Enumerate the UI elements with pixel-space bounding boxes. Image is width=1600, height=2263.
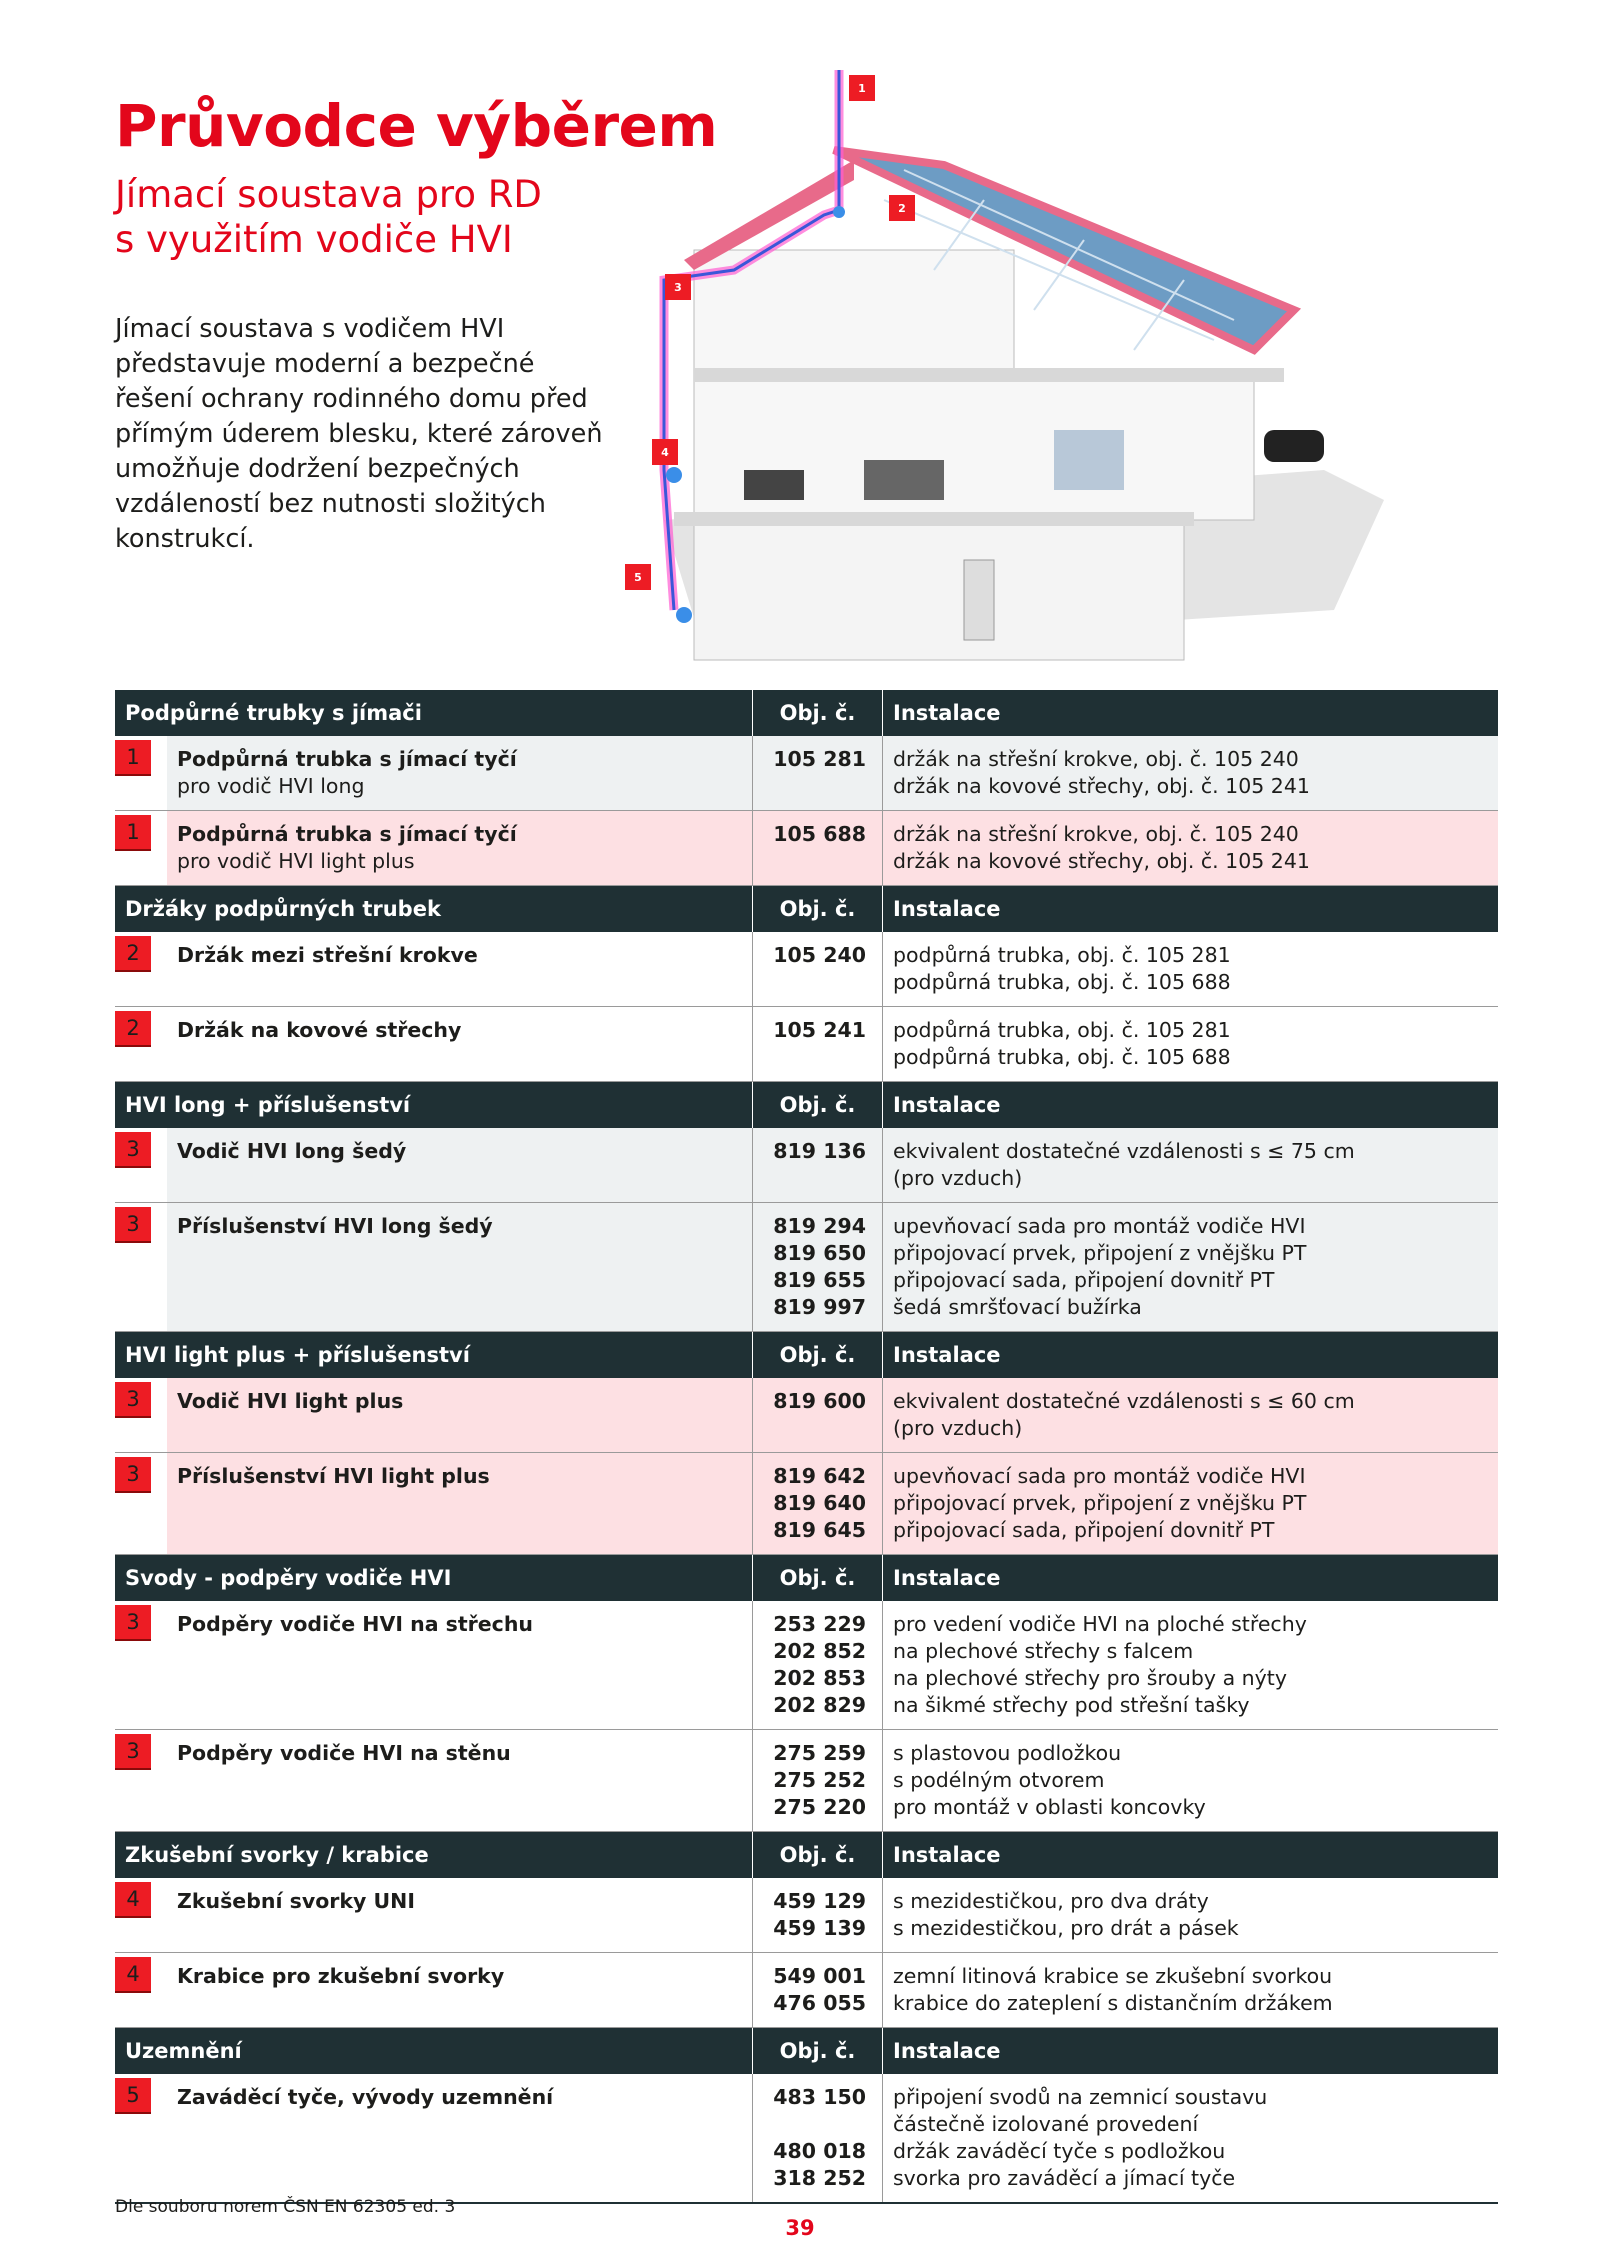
installation-cell <box>883 932 1498 1006</box>
badge-cell <box>115 1007 167 1081</box>
page-title: Průvodce výběrem <box>115 92 718 160</box>
installation-note: držák na střešní krokve, obj. č. 105 240 <box>893 822 1299 846</box>
product-name: Podpůrná trubka s jímací tyčí <box>177 747 517 771</box>
section-header <box>115 1332 1498 1378</box>
item-number-badge: 1 <box>115 740 151 776</box>
installation-note: připojovací sada, připojení dovnitř PT <box>893 1268 1275 1292</box>
section-title: Zkušební svorky / krabice <box>125 1843 429 1867</box>
product-name: Držák na kovové střechy <box>177 1018 462 1042</box>
product-name-cell <box>167 1203 752 1331</box>
installation-note: (pro vzduch) <box>893 1416 1023 1440</box>
section-title: Svody - podpěry vodiče HVI <box>125 1566 452 1590</box>
order-number: 275 252 <box>773 1768 866 1792</box>
installation-note: držák na kovové střechy, obj. č. 105 241 <box>893 774 1310 798</box>
installation-cell <box>883 811 1498 885</box>
installation-note: držák na střešní krokve, obj. č. 105 240 <box>893 747 1299 771</box>
order-number-cell <box>752 1378 883 1452</box>
column-header-order-no: Obj. č. <box>752 2028 883 2074</box>
item-number-badge: 1 <box>115 815 151 851</box>
order-number: 318 252 <box>773 2166 866 2190</box>
item-number-badge: 3 <box>115 1132 151 1168</box>
product-name: Zkušební svorky UNI <box>177 1889 415 1913</box>
installation-note: držák zaváděcí tyče s podložkou <box>893 2139 1226 2163</box>
order-number: 105 240 <box>773 943 866 967</box>
installation-note: podpůrná trubka, obj. č. 105 688 <box>893 970 1231 994</box>
installation-note: s mezidestičkou, pro drát a pásek <box>893 1916 1239 1940</box>
badge-cell <box>115 932 167 1006</box>
marker-3: 3 <box>674 281 682 294</box>
product-name-cell <box>167 1453 752 1554</box>
marker-2: 2 <box>898 202 906 215</box>
table-row <box>115 1007 1498 1082</box>
item-number-badge: 2 <box>115 936 151 972</box>
installation-note: zemní litinová krabice se zkušební svorkou <box>893 1964 1333 1988</box>
order-number-cell <box>752 932 883 1006</box>
installation-note: připojení svodů na zemnicí soustavu <box>893 2085 1268 2109</box>
installation-note: pro vedení vodiče HVI na ploché střechy <box>893 1612 1307 1636</box>
product-name-cell <box>167 1128 752 1202</box>
installation-note: pro montáž v oblasti koncovky <box>893 1795 1206 1819</box>
product-name: Podpůrná trubka s jímací tyčí <box>177 822 517 846</box>
order-number: 819 645 <box>773 1518 866 1542</box>
installation-note: držák na kovové střechy, obj. č. 105 241 <box>893 849 1310 873</box>
subtitle-line: Jímací soustava pro RD <box>115 173 542 216</box>
page-number: 39 <box>785 2216 815 2240</box>
section-header <box>115 690 1498 736</box>
order-number: 476 055 <box>773 1991 866 2015</box>
table-row <box>115 1453 1498 1555</box>
table-row <box>115 1128 1498 1203</box>
installation-cell <box>883 1601 1498 1729</box>
product-name: Podpěry vodiče HVI na stěnu <box>177 1741 511 1765</box>
order-number: 202 852 <box>773 1639 866 1663</box>
product-name-cell <box>167 2074 752 2202</box>
installation-note: s plastovou podložkou <box>893 1741 1122 1765</box>
order-number: 253 229 <box>773 1612 866 1636</box>
product-name-cell <box>167 1953 752 2027</box>
installation-note: podpůrná trubka, obj. č. 105 281 <box>893 943 1231 967</box>
order-number: 819 640 <box>773 1491 866 1515</box>
installation-cell <box>883 1007 1498 1081</box>
order-number: 202 829 <box>773 1693 866 1717</box>
marker-4: 4 <box>661 446 669 459</box>
order-number: 275 220 <box>773 1795 866 1819</box>
order-number: 819 600 <box>773 1389 866 1413</box>
item-number-badge: 5 <box>115 2078 151 2114</box>
marker-1: 1 <box>858 82 866 95</box>
order-number: 480 018 <box>773 2139 866 2163</box>
item-number-badge: 3 <box>115 1382 151 1418</box>
installation-note: upevňovací sada pro montáž vodiče HVI <box>893 1214 1306 1238</box>
order-number: 105 241 <box>773 1018 866 1042</box>
column-header-order-no: Obj. č. <box>752 1832 883 1878</box>
product-name: Vodič HVI light plus <box>177 1389 404 1413</box>
item-number-badge: 3 <box>115 1734 151 1770</box>
section-title: Uzemnění <box>125 2039 242 2063</box>
installation-note: (pro vzduch) <box>893 1166 1023 1190</box>
badge-cell <box>115 1378 167 1452</box>
column-header-installation: Instalace <box>893 701 1001 725</box>
order-number: 275 259 <box>773 1741 866 1765</box>
badge-cell <box>115 1730 167 1831</box>
column-header-order-no: Obj. č. <box>752 1332 883 1378</box>
product-name: Zaváděcí tyče, vývody uzemnění <box>177 2085 554 2109</box>
badge-cell <box>115 1128 167 1202</box>
intro-paragraph: Jímací soustava s vodičem HVI představuje moderní a bezpečné řešení ochrany rodinného domu před přímým úderem blesku, které zároveň umožňuje dodržení bezpečných vzdáleností bez nutnosti složitých konstrukcí. <box>115 314 603 554</box>
product-name-cell <box>167 811 752 885</box>
product-name-cell <box>167 932 752 1006</box>
section-header <box>115 1082 1498 1128</box>
order-number-cell <box>752 1601 883 1729</box>
installation-note: ekvivalent dostatečné vzdálenosti s ≤ 75 cm <box>893 1139 1355 1163</box>
badge-cell <box>115 1953 167 2027</box>
order-number-cell <box>752 811 883 885</box>
installation-note: připojovací prvek, připojení z vnějšku PT <box>893 1241 1307 1265</box>
badge-cell <box>115 736 167 810</box>
installation-note: na šikmé střechy pod střešní tašky <box>893 1693 1250 1717</box>
product-name-cell <box>167 1007 752 1081</box>
column-header-order-no: Obj. č. <box>752 690 883 736</box>
badge-cell <box>115 1601 167 1729</box>
product-name-cell <box>167 736 752 810</box>
product-name-cell <box>167 1878 752 1952</box>
product-table <box>115 690 1498 2204</box>
badge-cell <box>115 2074 167 2202</box>
installation-cell <box>883 1453 1498 1554</box>
column-header-installation: Instalace <box>893 2039 1001 2063</box>
column-header-installation: Instalace <box>893 1566 1001 1590</box>
installation-cell <box>883 1953 1498 2027</box>
installation-note: částečně izolované provedení <box>893 2112 1199 2136</box>
section-header <box>115 886 1498 932</box>
badge-cell <box>115 811 167 885</box>
table-row <box>115 1953 1498 2028</box>
subtitle-line: s využitím vodiče HVI <box>115 218 513 261</box>
marker-5: 5 <box>634 571 642 584</box>
installation-note: šedá smršťovací bužírka <box>893 1295 1142 1319</box>
table-row <box>115 2074 1498 2204</box>
order-number: 105 281 <box>773 747 866 771</box>
product-name: Příslušenství HVI light plus <box>177 1464 490 1488</box>
page-subtitle <box>115 172 542 262</box>
house-illustration <box>604 50 1396 676</box>
section-header <box>115 1832 1498 1878</box>
item-number-badge: 4 <box>115 1957 151 1993</box>
column-header-installation: Instalace <box>893 897 1001 921</box>
product-name: Krabice pro zkušební svorky <box>177 1964 505 1988</box>
order-number-cell <box>752 1007 883 1081</box>
installation-cell <box>883 1128 1498 1202</box>
installation-note: připojovací sada, připojení dovnitř PT <box>893 1518 1275 1542</box>
order-number: 819 294 <box>773 1214 866 1238</box>
section-title: Držáky podpůrných trubek <box>125 897 441 921</box>
order-number: 459 139 <box>773 1916 866 1940</box>
installation-note: na plechové střechy s falcem <box>893 1639 1194 1663</box>
installation-note: s podélným otvorem <box>893 1768 1105 1792</box>
section-header <box>115 1555 1498 1601</box>
item-number-badge: 3 <box>115 1605 151 1641</box>
order-number: 819 642 <box>773 1464 866 1488</box>
installation-note: upevňovací sada pro montáž vodiče HVI <box>893 1464 1306 1488</box>
item-number-badge: 3 <box>115 1457 151 1493</box>
installation-note: na plechové střechy pro šrouby a nýty <box>893 1666 1287 1690</box>
item-number-badge: 2 <box>115 1011 151 1047</box>
section-title: Podpůrné trubky s jímači <box>125 701 422 725</box>
product-name: Vodič HVI long šedý <box>177 1139 407 1163</box>
product-variant: pro vodič HVI long <box>177 774 365 798</box>
table-row <box>115 932 1498 1007</box>
table-row <box>115 1601 1498 1730</box>
table-row <box>115 811 1498 886</box>
product-variant: pro vodič HVI light plus <box>177 849 415 873</box>
product-name-cell <box>167 1730 752 1831</box>
installation-note: připojovací prvek, připojení z vnějšku PT <box>893 1491 1307 1515</box>
order-number: 819 655 <box>773 1268 866 1292</box>
installation-note: svorka pro zaváděcí a jímací tyče <box>893 2166 1236 2190</box>
column-header-order-no: Obj. č. <box>752 1555 883 1601</box>
order-number-cell <box>752 1953 883 2027</box>
section-title: HVI light plus + příslušenství <box>125 1343 470 1367</box>
installation-note: podpůrná trubka, obj. č. 105 281 <box>893 1018 1231 1042</box>
table-row <box>115 1878 1498 1953</box>
table-row <box>115 1203 1498 1332</box>
table-row <box>115 736 1498 811</box>
installation-note: s mezidestičkou, pro dva dráty <box>893 1889 1209 1913</box>
order-number-cell <box>752 1203 883 1331</box>
installation-note: ekvivalent dostatečné vzdálenosti s ≤ 60 cm <box>893 1389 1355 1413</box>
installation-cell <box>883 2074 1498 2202</box>
table-row <box>115 1378 1498 1453</box>
column-header-installation: Instalace <box>893 1093 1001 1117</box>
product-name: Držák mezi střešní krokve <box>177 943 478 967</box>
column-header-installation: Instalace <box>893 1343 1001 1367</box>
order-number: 549 001 <box>773 1964 866 1988</box>
order-number: 483 150 <box>773 2085 866 2109</box>
footnote: Dle souboru norem ČSN EN 62305 ed. 3 <box>115 2197 456 2217</box>
column-header-order-no: Obj. č. <box>752 1082 883 1128</box>
installation-cell <box>883 1878 1498 1952</box>
installation-cell <box>883 736 1498 810</box>
product-name-cell <box>167 1601 752 1729</box>
order-number: 105 688 <box>773 822 866 846</box>
column-header-order-no: Obj. č. <box>752 886 883 932</box>
installation-cell <box>883 1203 1498 1331</box>
order-number-cell <box>752 736 883 810</box>
badge-cell <box>115 1878 167 1952</box>
order-number: 819 650 <box>773 1241 866 1265</box>
section-header <box>115 2028 1498 2074</box>
column-header-installation: Instalace <box>893 1843 1001 1867</box>
order-number: 819 997 <box>773 1295 866 1319</box>
order-number-cell <box>752 2074 883 2202</box>
order-number-cell <box>752 1730 883 1831</box>
table-row <box>115 1730 1498 1832</box>
item-number-badge: 3 <box>115 1207 151 1243</box>
badge-cell <box>115 1453 167 1554</box>
product-name: Podpěry vodiče HVI na střechu <box>177 1612 534 1636</box>
product-name: Příslušenství HVI long šedý <box>177 1214 493 1238</box>
section-title: HVI long + příslušenství <box>125 1093 411 1117</box>
installation-note: podpůrná trubka, obj. č. 105 688 <box>893 1045 1231 1069</box>
product-name-cell <box>167 1378 752 1452</box>
item-number-badge: 4 <box>115 1882 151 1918</box>
order-number: 459 129 <box>773 1889 866 1913</box>
installation-cell <box>883 1730 1498 1831</box>
order-number: 819 136 <box>773 1139 866 1163</box>
installation-cell <box>883 1378 1498 1452</box>
order-number: 202 853 <box>773 1666 866 1690</box>
order-number-cell <box>752 1878 883 1952</box>
order-number-cell <box>752 1128 883 1202</box>
badge-cell <box>115 1203 167 1331</box>
order-number-cell <box>752 1453 883 1554</box>
installation-note: krabice do zateplení s distančním držákem <box>893 1991 1333 2015</box>
order-number <box>763 2111 866 2138</box>
